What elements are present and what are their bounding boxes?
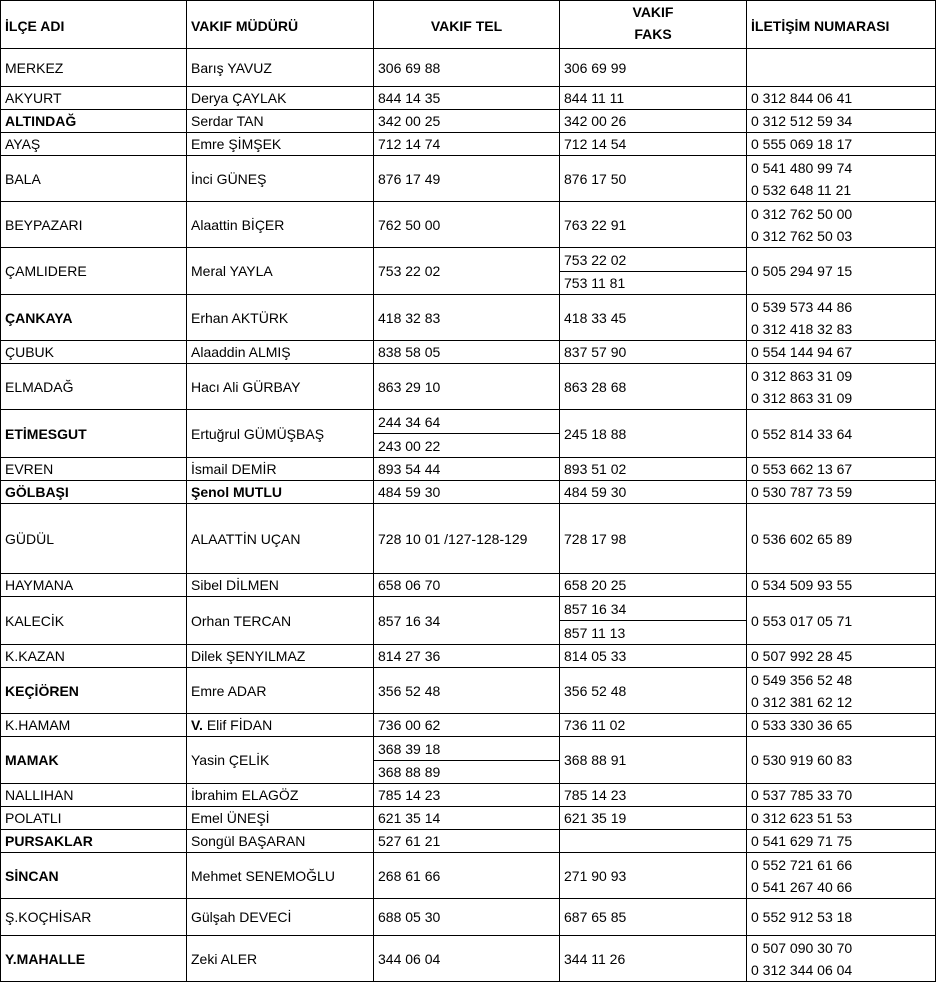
cell-ilce: ALTINDAĞ bbox=[1, 110, 187, 133]
cell-faks: 245 18 88 bbox=[560, 410, 747, 458]
cell-tel: 893 54 44 bbox=[374, 458, 560, 481]
cell-mudur: Mehmet SENEMOĞLU bbox=[187, 853, 374, 899]
cell-tel: 857 16 34 bbox=[374, 597, 560, 645]
cell-iletisim bbox=[747, 156, 936, 202]
cell-mudur: Emre ŞİMŞEK bbox=[187, 133, 374, 156]
cell-faks: 857 11 13 bbox=[560, 621, 747, 645]
iletisim-line: 0 541 267 40 66 bbox=[751, 878, 853, 895]
cell-tel: 243 00 22 bbox=[374, 434, 560, 458]
cell-iletisim: 0 507 992 28 45 bbox=[747, 645, 936, 668]
header-ilce: İLÇE ADI bbox=[1, 1, 187, 49]
table-row bbox=[1, 936, 936, 982]
cell-mudur: Dilek ŞENYILMAZ bbox=[187, 645, 374, 668]
cell-tel: 762 50 00 bbox=[374, 202, 560, 248]
cell-faks: 893 51 02 bbox=[560, 458, 747, 481]
cell-mudur: Meral YAYLA bbox=[187, 248, 374, 295]
cell-ilce: HAYMANA bbox=[1, 574, 187, 597]
cell-iletisim: 0 312 623 51 53 bbox=[747, 807, 936, 830]
cell-faks: 658 20 25 bbox=[560, 574, 747, 597]
cell-ilce: Ş.KOÇHİSAR bbox=[1, 899, 187, 936]
table-row bbox=[1, 784, 936, 807]
cell-faks bbox=[560, 830, 747, 853]
cell-iletisim: 0 312 512 59 34 bbox=[747, 110, 936, 133]
cell-iletisim bbox=[747, 295, 936, 341]
cell-mudur: ALAATTİN UÇAN bbox=[187, 504, 374, 574]
cell-ilce: AKYURT bbox=[1, 87, 187, 110]
table-row bbox=[1, 668, 936, 714]
table-row bbox=[1, 110, 936, 133]
cell-tel: 344 06 04 bbox=[374, 936, 560, 982]
cell-tel: 621 35 14 bbox=[374, 807, 560, 830]
cell-ilce: EVREN bbox=[1, 458, 187, 481]
header-tel: VAKIF TEL bbox=[374, 1, 560, 49]
cell-faks: 687 65 85 bbox=[560, 899, 747, 936]
table-row bbox=[1, 574, 936, 597]
cell-faks: 863 28 68 bbox=[560, 364, 747, 410]
cell-iletisim bbox=[747, 202, 936, 248]
table-row bbox=[1, 87, 936, 110]
cell-iletisim: 0 552 912 53 18 bbox=[747, 899, 936, 936]
header-mudur: VAKIF MÜDÜRÜ bbox=[187, 1, 374, 49]
table-row bbox=[1, 807, 936, 830]
cell-iletisim: 0 537 785 33 70 bbox=[747, 784, 936, 807]
cell-ilce: ÇAMLIDERE bbox=[1, 248, 187, 295]
cell-faks: 418 33 45 bbox=[560, 295, 747, 341]
cell-faks: 844 11 11 bbox=[560, 87, 747, 110]
table-row bbox=[1, 645, 936, 668]
cell-ilce: BEYPAZARI bbox=[1, 202, 187, 248]
cell-iletisim: 0 553 662 13 67 bbox=[747, 458, 936, 481]
header-iletisim: İLETİŞİM NUMARASI bbox=[747, 1, 936, 49]
cell-mudur bbox=[187, 714, 374, 737]
cell-mudur: Gülşah DEVECİ bbox=[187, 899, 374, 936]
iletisim-line: 0 312 863 31 09 bbox=[751, 389, 853, 406]
cell-mudur: Emel ÜNEŞİ bbox=[187, 807, 374, 830]
mudur-name: Elif FİDAN bbox=[206, 717, 273, 733]
cell-ilce: KEÇİÖREN bbox=[1, 668, 187, 714]
cell-iletisim: 0 536 602 65 89 bbox=[747, 504, 936, 574]
table-row bbox=[1, 597, 936, 621]
cell-tel: 658 06 70 bbox=[374, 574, 560, 597]
cell-iletisim: 0 552 814 33 64 bbox=[747, 410, 936, 458]
cell-mudur: Orhan TERCAN bbox=[187, 597, 374, 645]
cell-faks: 306 69 99 bbox=[560, 49, 747, 87]
table-row bbox=[1, 202, 936, 248]
cell-faks: 484 59 30 bbox=[560, 481, 747, 504]
table-row bbox=[1, 248, 936, 272]
cell-tel: 728 10 01 /127-128-129 bbox=[374, 504, 560, 574]
header-faks-line1: VAKIF bbox=[632, 4, 674, 20]
cell-tel: 712 14 74 bbox=[374, 133, 560, 156]
table-row bbox=[1, 49, 936, 87]
iletisim-line: 0 552 721 61 66 bbox=[751, 856, 853, 873]
cell-faks: 344 11 26 bbox=[560, 936, 747, 982]
cell-ilce: MAMAK bbox=[1, 737, 187, 784]
cell-faks: 763 22 91 bbox=[560, 202, 747, 248]
cell-mudur: Erhan AKTÜRK bbox=[187, 295, 374, 341]
cell-ilce: POLATLI bbox=[1, 807, 187, 830]
table-row bbox=[1, 481, 936, 504]
table-row bbox=[1, 341, 936, 364]
header-faks-line2: FAKS bbox=[634, 26, 672, 42]
table-row bbox=[1, 458, 936, 481]
iletisim-line: 0 539 573 44 86 bbox=[751, 298, 853, 315]
cell-iletisim bbox=[747, 49, 936, 87]
cell-mudur: Barış YAVUZ bbox=[187, 49, 374, 87]
cell-mudur: Alaattin BİÇER bbox=[187, 202, 374, 248]
cell-tel: 876 17 49 bbox=[374, 156, 560, 202]
cell-ilce: K.HAMAM bbox=[1, 714, 187, 737]
cell-mudur: İbrahim ELAGÖZ bbox=[187, 784, 374, 807]
iletisim-line: 0 507 090 30 70 bbox=[751, 939, 853, 956]
cell-ilce: BALA bbox=[1, 156, 187, 202]
cell-mudur: Alaaddin ALMIŞ bbox=[187, 341, 374, 364]
cell-ilce: ELMADAĞ bbox=[1, 364, 187, 410]
cell-tel: 785 14 23 bbox=[374, 784, 560, 807]
cell-faks: 368 88 91 bbox=[560, 737, 747, 784]
table-row bbox=[1, 133, 936, 156]
cell-faks: 712 14 54 bbox=[560, 133, 747, 156]
cell-iletisim: 0 533 330 36 65 bbox=[747, 714, 936, 737]
cell-ilce: K.KAZAN bbox=[1, 645, 187, 668]
iletisim-line: 0 549 356 52 48 bbox=[751, 671, 853, 688]
cell-faks: 736 11 02 bbox=[560, 714, 747, 737]
cell-tel: 736 00 62 bbox=[374, 714, 560, 737]
cell-faks: 814 05 33 bbox=[560, 645, 747, 668]
iletisim-line: 0 312 381 62 12 bbox=[751, 693, 853, 710]
cell-ilce: NALLIHAN bbox=[1, 784, 187, 807]
cell-faks: 857 16 34 bbox=[560, 597, 747, 621]
cell-ilce: GÖLBAŞI bbox=[1, 481, 187, 504]
iletisim-line: 0 312 762 50 00 bbox=[751, 205, 853, 222]
cell-tel: 527 61 21 bbox=[374, 830, 560, 853]
table-row bbox=[1, 899, 936, 936]
cell-mudur: Sibel DİLMEN bbox=[187, 574, 374, 597]
table-row bbox=[1, 295, 936, 341]
cell-iletisim: 0 554 144 94 67 bbox=[747, 341, 936, 364]
cell-faks: 753 11 81 bbox=[560, 272, 747, 295]
cell-mudur: Hacı Ali GÜRBAY bbox=[187, 364, 374, 410]
iletisim-line: 0 312 863 31 09 bbox=[751, 367, 853, 384]
cell-mudur: Emre ADAR bbox=[187, 668, 374, 714]
cell-mudur: Ertuğrul GÜMÜŞBAŞ bbox=[187, 410, 374, 458]
cell-iletisim: 0 312 844 06 41 bbox=[747, 87, 936, 110]
table-row bbox=[1, 364, 936, 410]
table-row bbox=[1, 737, 936, 761]
cell-faks: 271 90 93 bbox=[560, 853, 747, 899]
cell-iletisim: 0 530 787 73 59 bbox=[747, 481, 936, 504]
cell-ilce: ÇANKAYA bbox=[1, 295, 187, 341]
cell-iletisim bbox=[747, 668, 936, 714]
cell-ilce: Y.MAHALLE bbox=[1, 936, 187, 982]
cell-tel: 688 05 30 bbox=[374, 899, 560, 936]
table-row bbox=[1, 156, 936, 202]
cell-ilce: ÇUBUK bbox=[1, 341, 187, 364]
cell-faks: 837 57 90 bbox=[560, 341, 747, 364]
cell-mudur: Şenol MUTLU bbox=[187, 481, 374, 504]
cell-faks: 621 35 19 bbox=[560, 807, 747, 830]
cell-ilce: KALECİK bbox=[1, 597, 187, 645]
cell-tel: 814 27 36 bbox=[374, 645, 560, 668]
cell-ilce: AYAŞ bbox=[1, 133, 187, 156]
table-row bbox=[1, 830, 936, 853]
cell-mudur: Yasin ÇELİK bbox=[187, 737, 374, 784]
cell-tel: 244 34 64 bbox=[374, 410, 560, 434]
mudur-prefix: V. bbox=[191, 717, 203, 733]
table-row bbox=[1, 714, 936, 737]
cell-tel: 844 14 35 bbox=[374, 87, 560, 110]
cell-tel: 484 59 30 bbox=[374, 481, 560, 504]
cell-tel: 268 61 66 bbox=[374, 853, 560, 899]
cell-iletisim: 0 555 069 18 17 bbox=[747, 133, 936, 156]
cell-iletisim bbox=[747, 853, 936, 899]
cell-faks: 728 17 98 bbox=[560, 504, 747, 574]
cell-tel: 368 39 18 bbox=[374, 737, 560, 761]
cell-iletisim: 0 505 294 97 15 bbox=[747, 248, 936, 295]
cell-mudur: Derya ÇAYLAK bbox=[187, 87, 374, 110]
cell-iletisim bbox=[747, 364, 936, 410]
cell-iletisim: 0 534 509 93 55 bbox=[747, 574, 936, 597]
cell-iletisim: 0 541 629 71 75 bbox=[747, 830, 936, 853]
iletisim-line: 0 532 648 11 21 bbox=[751, 181, 852, 198]
cell-faks: 356 52 48 bbox=[560, 668, 747, 714]
cell-faks: 342 00 26 bbox=[560, 110, 747, 133]
cell-tel: 342 00 25 bbox=[374, 110, 560, 133]
cell-tel: 863 29 10 bbox=[374, 364, 560, 410]
cell-tel: 368 88 89 bbox=[374, 761, 560, 784]
cell-faks: 876 17 50 bbox=[560, 156, 747, 202]
cell-ilce: SİNCAN bbox=[1, 853, 187, 899]
iletisim-line: 0 312 418 32 83 bbox=[751, 320, 853, 337]
cell-ilce: PURSAKLAR bbox=[1, 830, 187, 853]
table-row bbox=[1, 504, 936, 574]
cell-ilce: GÜDÜL bbox=[1, 504, 187, 574]
cell-iletisim bbox=[747, 936, 936, 982]
cell-tel: 418 32 83 bbox=[374, 295, 560, 341]
cell-mudur: Zeki ALER bbox=[187, 936, 374, 982]
iletisim-line: 0 312 762 50 03 bbox=[751, 227, 853, 244]
cell-ilce: ETİMESGUT bbox=[1, 410, 187, 458]
table-row bbox=[1, 853, 936, 899]
cell-iletisim: 0 530 919 60 83 bbox=[747, 737, 936, 784]
iletisim-line: 0 541 480 99 74 bbox=[751, 159, 853, 176]
cell-tel: 753 22 02 bbox=[374, 248, 560, 295]
header-faks bbox=[560, 1, 747, 49]
cell-tel: 356 52 48 bbox=[374, 668, 560, 714]
cell-tel: 838 58 05 bbox=[374, 341, 560, 364]
table-row bbox=[1, 410, 936, 434]
cell-mudur: İnci GÜNEŞ bbox=[187, 156, 374, 202]
cell-mudur: İsmail DEMİR bbox=[187, 458, 374, 481]
cell-ilce: MERKEZ bbox=[1, 49, 187, 87]
cell-tel: 306 69 88 bbox=[374, 49, 560, 87]
iletisim-line: 0 312 344 06 04 bbox=[751, 961, 853, 978]
cell-mudur: Songül BAŞARAN bbox=[187, 830, 374, 853]
cell-faks: 753 22 02 bbox=[560, 248, 747, 272]
cell-mudur: Serdar TAN bbox=[187, 110, 374, 133]
cell-iletisim: 0 553 017 05 71 bbox=[747, 597, 936, 645]
cell-faks: 785 14 23 bbox=[560, 784, 747, 807]
